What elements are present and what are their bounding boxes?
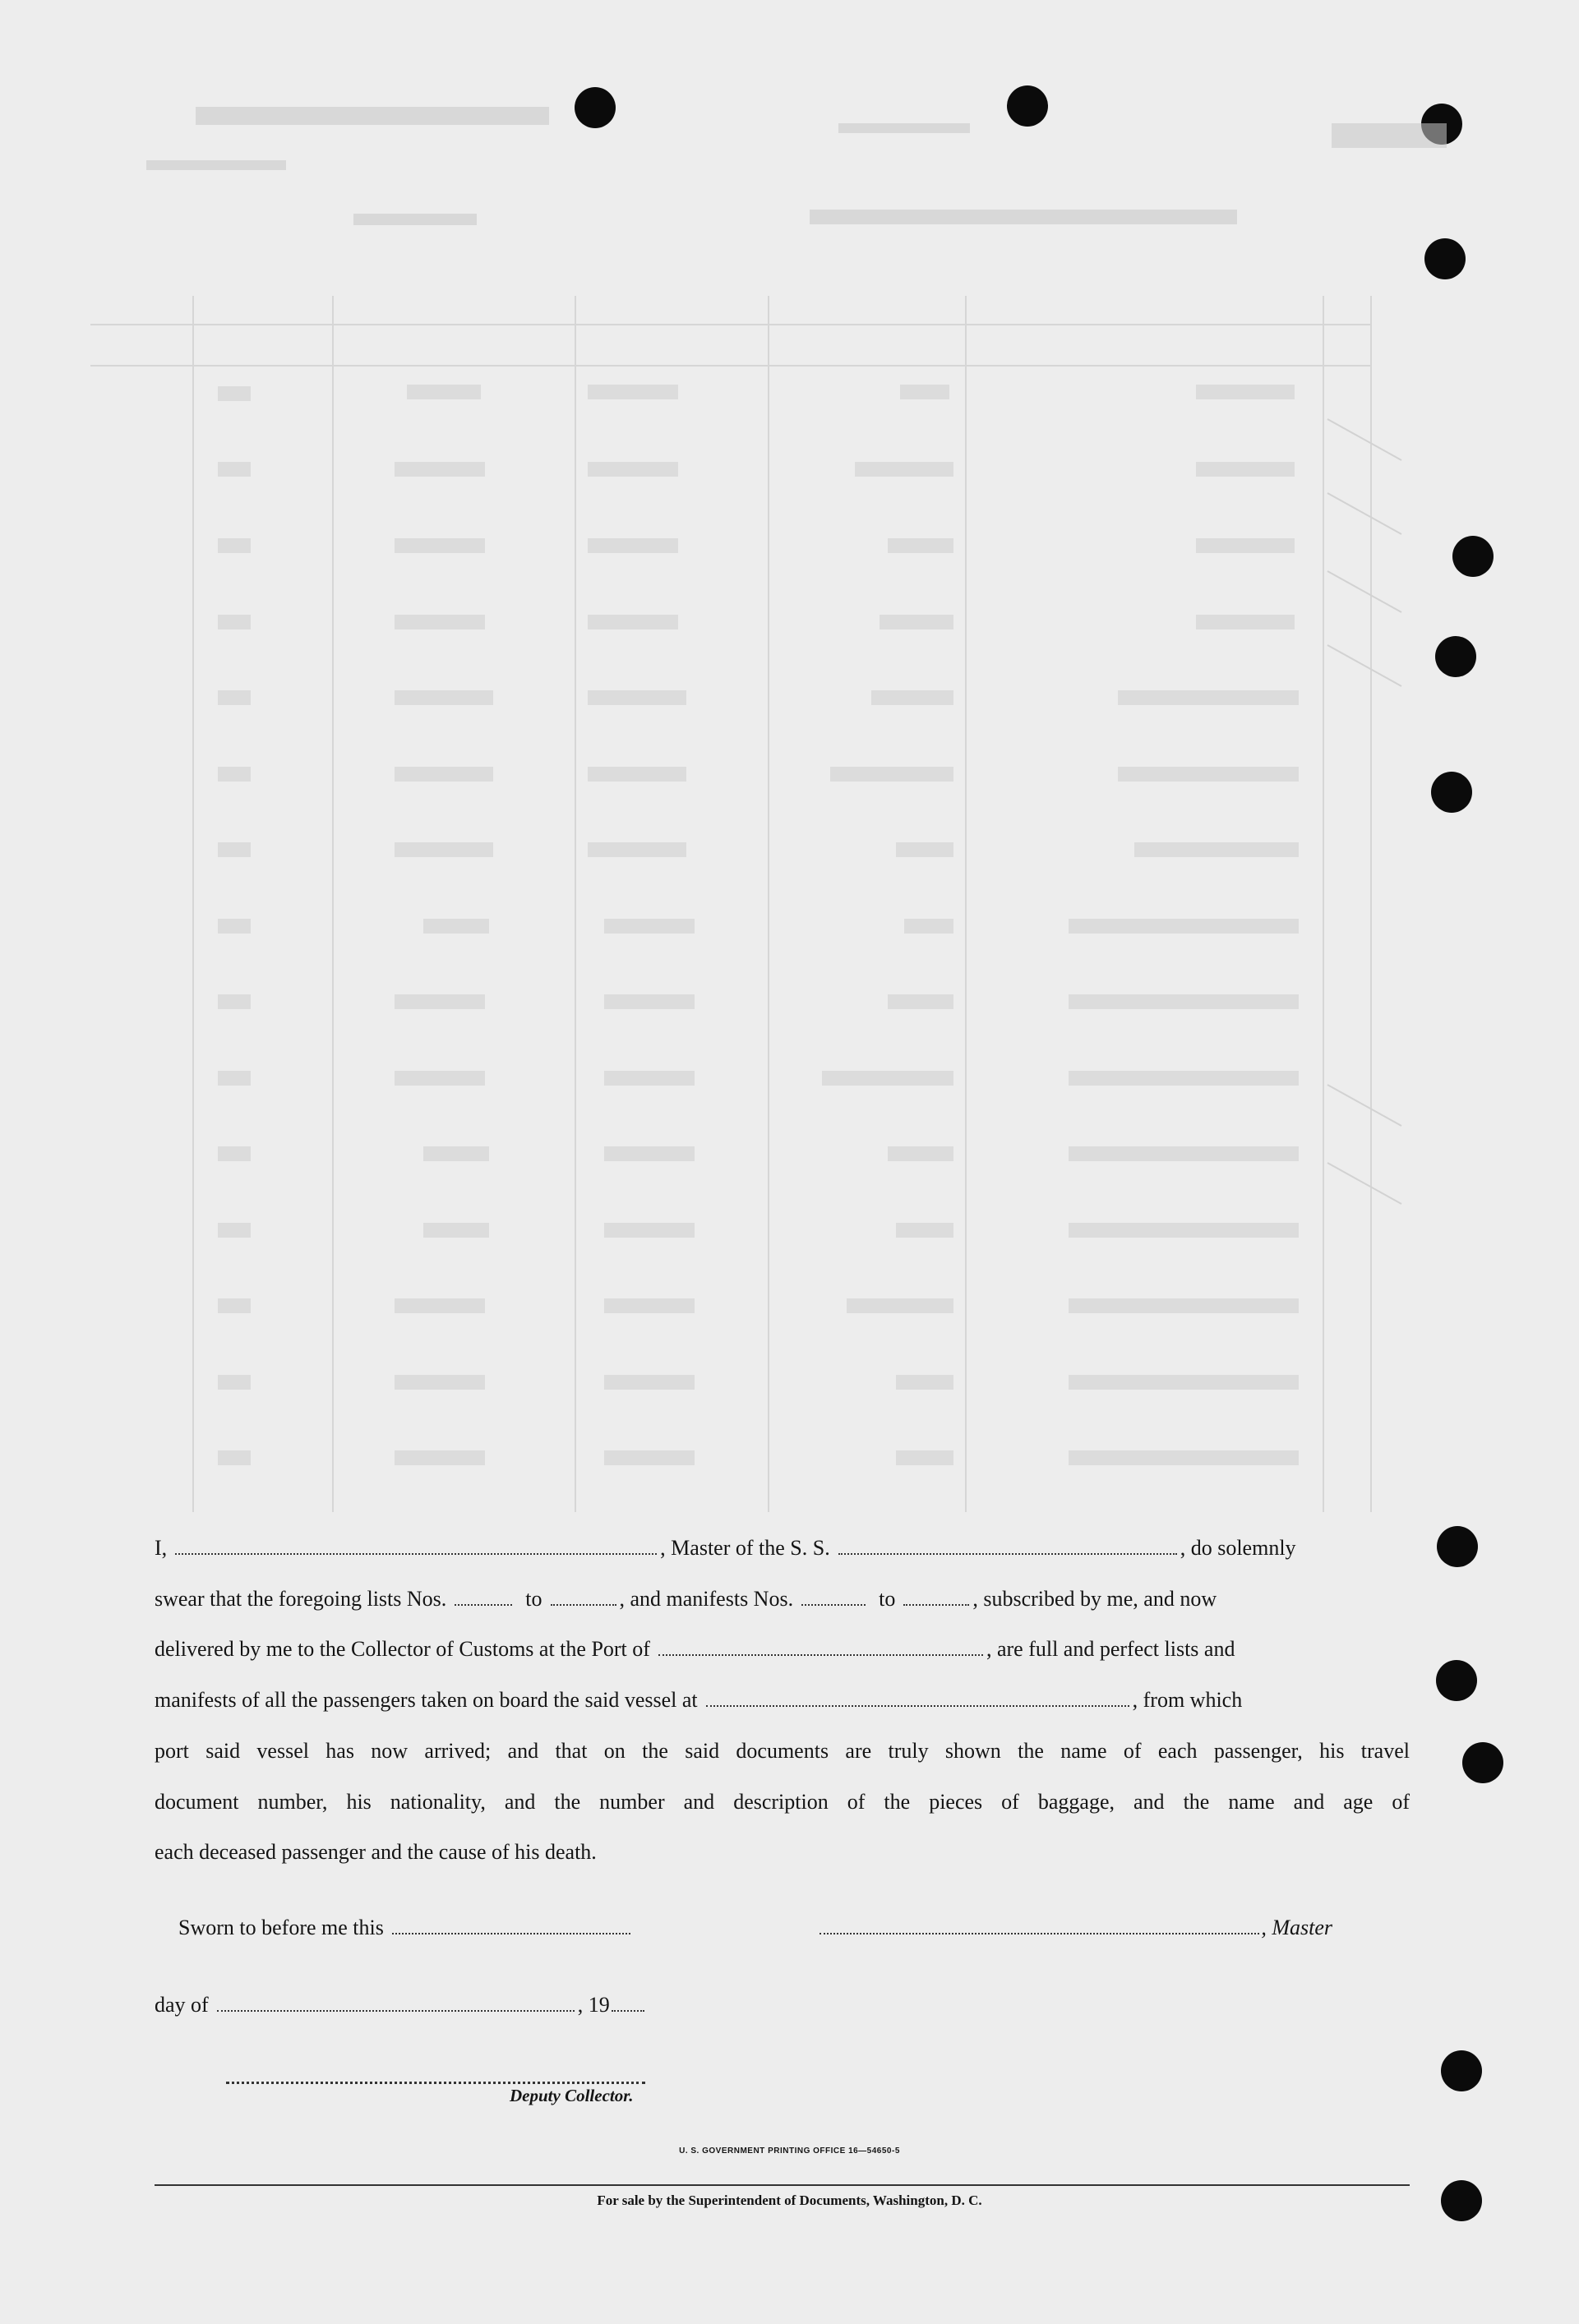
- certificate-l4-a: manifests of all the passengers taken on board the said vessel at: [155, 1688, 698, 1712]
- printing-office-imprint: U. S. GOVERNMENT PRINTING OFFICE 16—54650-5: [679, 2146, 900, 2156]
- certificate-line-2: [155, 1585, 1410, 1613]
- certificate-l2-a: swear that the foregoing lists Nos.: [155, 1587, 447, 1611]
- certificate-line-5: port said vessel has now arrived; and that on the said documents are truly shown the name of each passenger, his travel: [155, 1739, 1410, 1763]
- certificate-l1-c: , do solemnly: [1180, 1536, 1296, 1560]
- blank-departure-port: [706, 1702, 1129, 1707]
- certificate-l3-b: , are full and perfect lists and: [986, 1637, 1235, 1661]
- sworn-label: Sworn to before me this: [178, 1916, 384, 1939]
- certificate-l2-d: to: [879, 1587, 896, 1611]
- for-sale-notice: For sale by the Superintendent of Documents, Washington, D. C.: [597, 2193, 982, 2208]
- blank-month: [217, 2007, 575, 2012]
- certificate-line-7: each deceased passenger and the cause of his death.: [155, 1840, 597, 1864]
- blank-manifest-from: [801, 1601, 866, 1606]
- blank-master-signature: [820, 1930, 1259, 1934]
- footer-rule: [155, 2184, 1410, 2186]
- day-of-label: day of: [155, 1993, 209, 2017]
- binder-hole: [1441, 2050, 1482, 2091]
- certificate-l2-b: to: [525, 1587, 542, 1611]
- deputy-collector-label: Deputy Collector.: [510, 2086, 634, 2105]
- binder-hole: [1436, 1660, 1477, 1701]
- blank-sworn-day: [392, 1930, 630, 1934]
- blank-year: [612, 2007, 644, 2012]
- certificate-l1-b: , Master of the S. S.: [660, 1536, 830, 1560]
- blank-manifest-to: [903, 1601, 969, 1606]
- deputy-signature-line: [226, 2082, 645, 2084]
- master-label: , Master: [1261, 1916, 1333, 1939]
- certificate-l3-a: delivered by me to the Collector of Customs at the Port of: [155, 1637, 650, 1661]
- blank-port: [658, 1651, 983, 1656]
- certificate-line-6: document number, his nationality, and the number and description of the pieces of baggage, and the name and age of: [155, 1790, 1410, 1814]
- certificate-line-3: [155, 1635, 1410, 1663]
- blank-list-from: [455, 1601, 512, 1606]
- binder-hole: [1462, 1742, 1503, 1783]
- certificate-l2-e: , subscribed by me, and now: [972, 1587, 1217, 1611]
- certificate-line-4: [155, 1686, 1410, 1714]
- certificate-l1-a: I,: [155, 1536, 168, 1560]
- oath-line-1: [178, 1914, 1410, 1942]
- year-prefix: , 19: [577, 1993, 610, 2017]
- certificate-line-1: [155, 1534, 1410, 1562]
- blank-master-name: [175, 1550, 657, 1555]
- oath-line-2: [155, 1991, 1410, 2019]
- certificate-l2-c: , and manifests Nos.: [619, 1587, 794, 1611]
- blank-ship-name: [838, 1550, 1177, 1555]
- blank-list-to: [551, 1601, 616, 1606]
- certificate-l4-b: , from which: [1132, 1688, 1243, 1712]
